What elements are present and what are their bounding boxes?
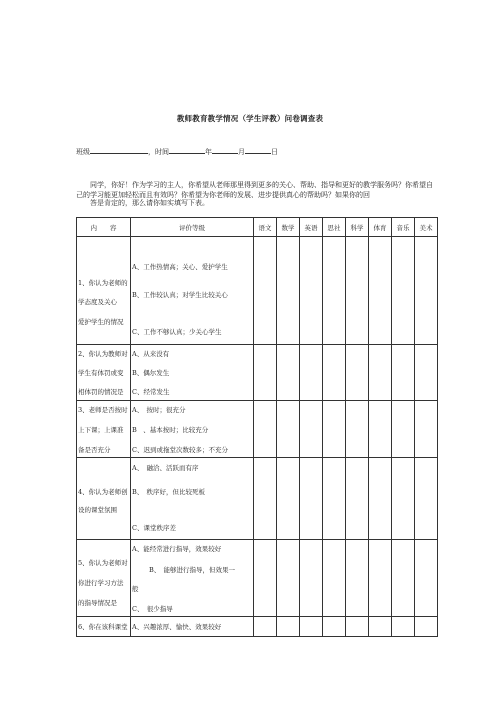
month-blank[interactable] [212, 146, 238, 154]
table-row [77, 237, 438, 345]
rating-cell[interactable] [415, 617, 438, 637]
option-text: B、工作较认真；对学生比较关心 [132, 291, 228, 299]
question-text: 设的课堂氛围 [78, 506, 117, 514]
header-content: 内 容 [77, 218, 131, 237]
rating-cell[interactable] [323, 401, 346, 458]
question-text: 3、老师是否按时 [78, 406, 128, 414]
rating-cell[interactable] [369, 401, 392, 458]
year-label: 年 [205, 148, 212, 156]
rating-cell[interactable] [254, 540, 277, 617]
question-text: 4、你认为老师创 [78, 488, 128, 496]
question-cell [77, 237, 131, 345]
question-text: 5、你认为老师对 [78, 559, 128, 567]
table-row [77, 345, 438, 401]
question-text: 相体罚的情况是 [78, 388, 124, 396]
rating-cell[interactable] [254, 345, 277, 401]
option-text: A、兴趣浓厚、愉快、效果较好 [132, 623, 222, 631]
option-text: B、 能够进行指导，但效果一 [149, 566, 236, 574]
rating-cell[interactable] [415, 237, 438, 345]
header-subject: 思社 [323, 218, 346, 237]
options-cell [131, 540, 254, 617]
rating-cell[interactable] [300, 617, 323, 637]
table-row [77, 401, 438, 458]
options-cell [131, 401, 254, 458]
rating-cell[interactable] [392, 617, 415, 637]
rating-cell[interactable] [300, 237, 323, 345]
rating-cell[interactable] [346, 345, 369, 401]
header-subject: 美术 [415, 218, 438, 237]
rating-cell[interactable] [323, 458, 346, 540]
page-title: 教师教育教学情况（学生评教）问卷调查表 [176, 114, 324, 123]
option-text: A、 融洽、活跃而有序 [132, 464, 199, 472]
class-blank[interactable] [90, 146, 148, 154]
table-header-row [77, 218, 438, 237]
rating-cell[interactable] [415, 345, 438, 401]
question-text: 上下课；上课准 [78, 426, 124, 434]
rating-cell[interactable] [392, 237, 415, 345]
day-label: 日 [271, 148, 278, 156]
rating-cell[interactable] [277, 458, 300, 540]
rating-cell[interactable] [369, 345, 392, 401]
rating-cell[interactable] [254, 458, 277, 540]
question-cell [77, 345, 131, 401]
option-text: C、课堂秩序差 [132, 524, 176, 532]
rating-cell[interactable] [277, 617, 300, 637]
option-text: B、偶尔发生 [132, 369, 170, 377]
year-blank[interactable] [169, 146, 205, 154]
header-subject: 科学 [346, 218, 369, 237]
question-cell [77, 401, 131, 458]
header-subject: 音乐 [392, 218, 415, 237]
rating-cell[interactable] [369, 617, 392, 637]
rating-cell[interactable] [346, 540, 369, 617]
question-text: 的指导情况是 [78, 599, 117, 607]
option-text: A、能经常进行指导，效果较好 [132, 545, 222, 553]
rating-cell[interactable] [392, 458, 415, 540]
option-text: A、 按时；很充分 [132, 406, 186, 414]
option-text: B、 秩序好，但比较死板 [132, 488, 206, 496]
options-cell [131, 345, 254, 401]
rating-cell[interactable] [323, 237, 346, 345]
question-text: 6、你在该科课堂 [78, 623, 128, 631]
rating-cell[interactable] [254, 237, 277, 345]
rating-cell[interactable] [392, 401, 415, 458]
question-text: 2、你认为教师对 [78, 350, 128, 358]
header-rating: 评价等级 [131, 218, 254, 237]
rating-cell[interactable] [300, 345, 323, 401]
rating-cell[interactable] [346, 237, 369, 345]
rating-cell[interactable] [300, 540, 323, 617]
rating-cell[interactable] [392, 540, 415, 617]
question-text: 1、你认为老师的 [78, 279, 128, 287]
table-row [77, 540, 438, 617]
class-time-line [76, 146, 278, 157]
class-label: 班级 [76, 148, 90, 156]
options-cell [131, 458, 254, 540]
rating-cell[interactable] [323, 345, 346, 401]
header-subject: 数学 [277, 218, 300, 237]
intro-paragraph-1: 同学，你好！作为学习的主人，你希望从老师那里得到更多的关心、帮助、指导和更好的教学服务吗？你希望自己的学习能更加轻松而且有效吗？你希望为你老师的发展、进步提供真心的帮助吗？如果你的回 [76, 181, 433, 199]
rating-cell[interactable] [415, 540, 438, 617]
rating-cell[interactable] [415, 458, 438, 540]
rating-cell[interactable] [300, 401, 323, 458]
option-text: 般 [132, 585, 139, 593]
option-text: C、迟到或拖堂次数较多；不充分 [132, 446, 228, 454]
rating-cell[interactable] [277, 345, 300, 401]
rating-cell[interactable] [323, 617, 346, 637]
question-cell [77, 617, 131, 637]
question-text: 爱护学生的情况 [78, 318, 124, 326]
option-text: A、从来没有 [132, 350, 170, 358]
rating-cell[interactable] [254, 617, 277, 637]
table-row [77, 617, 438, 637]
month-label: 月 [238, 148, 245, 156]
rating-cell[interactable] [346, 401, 369, 458]
evaluation-table [76, 217, 438, 637]
rating-cell[interactable] [277, 237, 300, 345]
option-text: B 、基本按时；比较充分 [132, 426, 209, 434]
header-subject: 语文 [254, 218, 277, 237]
rating-cell[interactable] [392, 345, 415, 401]
option-text: A、工作热情高；关心、爱护学生 [132, 263, 228, 271]
header-subject: 英语 [300, 218, 323, 237]
header-subject: 体育 [369, 218, 392, 237]
rating-cell[interactable] [277, 401, 300, 458]
rating-cell[interactable] [346, 617, 369, 637]
rating-cell[interactable] [369, 237, 392, 345]
rating-cell[interactable] [369, 540, 392, 617]
question-text: 学生有体罚或变 [78, 369, 124, 377]
option-text: C、经常发生 [132, 388, 170, 396]
time-label: ，时间 [148, 148, 169, 156]
question-text: 你进行学习方法 [78, 579, 124, 587]
rating-cell[interactable] [254, 401, 277, 458]
options-cell [131, 617, 254, 637]
table-row [77, 458, 438, 540]
rating-cell[interactable] [300, 458, 323, 540]
question-text: 学态度及关心 [78, 298, 117, 306]
rating-cell[interactable] [415, 401, 438, 458]
intro-paragraph-2: 答是肯定的，那么请你如实填写下表。 [90, 199, 209, 207]
rating-cell[interactable] [323, 540, 346, 617]
rating-cell[interactable] [277, 540, 300, 617]
option-text: C、 很少指导 [132, 605, 173, 613]
rating-cell[interactable] [369, 458, 392, 540]
question-cell [77, 458, 131, 540]
question-cell [77, 540, 131, 617]
options-cell [131, 237, 254, 345]
question-text: 备是否充分 [78, 446, 111, 454]
day-blank[interactable] [245, 146, 271, 154]
rating-cell[interactable] [346, 458, 369, 540]
option-text: C、工作不够认真；少关心学生 [132, 328, 222, 336]
